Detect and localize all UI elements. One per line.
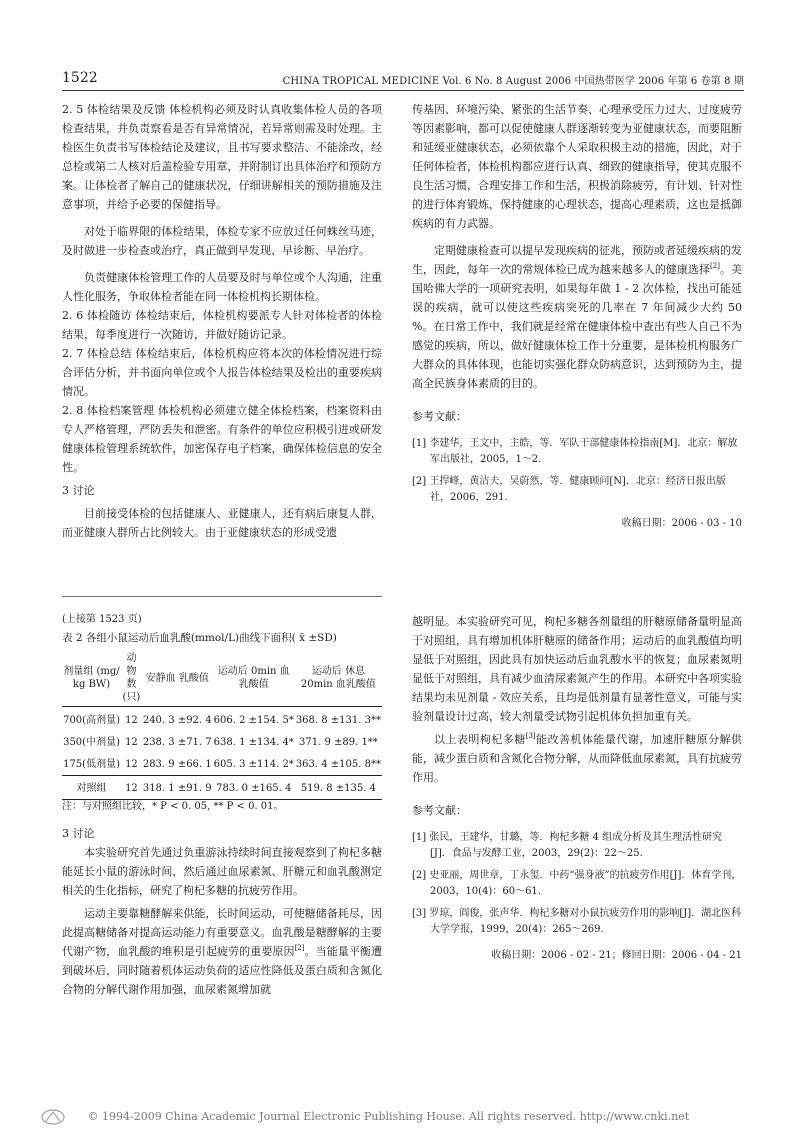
table-row [62, 776, 382, 800]
citation-ref[interactable]: [3] [525, 732, 536, 740]
table-cell: 318. 1 ±91. 9 [142, 776, 213, 800]
table-cell: 350(中剂量) [63, 737, 120, 748]
paragraph: 2. 5 体检结果及反馈 体检机构必须及时认真收集体检人员的各项检查结果，并负责察看是否有异常情况，若异常则需及时处理。主检医生负责书写体检结论及建议，且书写要求整洁、不能涂改，经总检或第二人核对后盖检验专用章，并附制订出具体治疗和预防方案。让体检者了解自己的健康状况，仔细讲解相关的预防措施及注意事项，并给予必要的保健指导。 [62, 103, 382, 211]
paragraph: 2. 7 体检总结 体检结束后，体检机构应将本次的体检情况进行综合评估分析，并书面向单位或个人报告体检结果及检出的重要疾病情况。 [62, 347, 382, 398]
table-cell: 368. 8 ±131. 3** [295, 715, 381, 726]
paragraph-text: 能改善机体能量代谢，加速肝糖原分解供能，减少蛋白质和含氮化合物分解，从而降低血尿素氮，具有抗疲劳作用。 [412, 733, 743, 784]
paragraph: 越明显。本实验研究可见，枸杞多糖各剂量组的肝糖原储备量明显高于对照组，具有增加机体肝糖原的储备作用；运动后的血乳酸值均明显低于对照组，因此具有加快运动后血乳酸水平的恢复；血尿素氮明显低于对照组，具有减少血清尿素氮产生的作用。本研究中各项实验结果均未见剂量 - 效应关系，且均是低剂量有显著性意义，可能与实验剂量设计过高，较大剂量受试物引起机体负担加重有关。 [412, 615, 742, 723]
table-cell: 12 [125, 737, 138, 748]
table-row [62, 731, 382, 753]
copyright-footer [40, 1108, 760, 1126]
paragraph-text: 。美国哈佛大学的一项研究表明，如果每年做 1 - 2 次体检，找出可能延误的疾病，就可以使这些疾病突死的几率在 7 年间减少大约 50 %。在日常工作中，我们就是经常在健康体检中查出有些人自己不为感觉的疾病，所以，做好健康体检工作十分重要，是体检机构服务广大群众的具体体现，也能切实强化群众防病意识，达到预防为主，提高全民族身体素质的目的。 [412, 263, 743, 390]
reference-item: [1] 张民，王建华，甘璐，等．枸杞多糖 4 组成分析及其生理活性研究[J]．食品与发酵工业，2003，29(2)：22～25. [412, 832, 723, 859]
table-cell: 240. 3 ±92. 4 [142, 715, 212, 726]
paragraph [412, 241, 742, 393]
paragraph: 2. 8 体检档案管理 体检机构必须建立健全体检档案，档案资料由专人严格管理，严防丢失和泄密。有条件的单位应积极引进或研发健康体检管理系统软件，加密保存电子档案，确保体检信息的安全性。 [62, 404, 382, 474]
reference-item: [1] 李建华，王文中，主皓，等．军队干部健康体检指南[M]．北京：解放军出版社，2005，1～2. [412, 438, 738, 465]
article-a-right-column [412, 100, 742, 533]
reference-item: [3] 罗琼，阎俊，张声华．枸杞多糖对小鼠抗疲劳作用的影响[J]．湖北医科大学学报，1999，20(4)：265～269. [412, 908, 742, 935]
table-cell: 175(低剂量) [63, 759, 120, 770]
table-header-cell: 运动后 0min 血乳酸值 [213, 650, 295, 707]
table-header-cell: 动物数 (只) [121, 650, 142, 707]
publisher-logo-icon [40, 1108, 66, 1126]
article-b-right-column [412, 612, 742, 965]
table-cell: 12 [125, 759, 138, 770]
table-cell: 12 [125, 715, 138, 726]
paragraph [62, 904, 382, 999]
article-b-continued-label [62, 610, 382, 648]
paragraph-text: 定期健康检查可以提早发现疾病的征兆，预防或者延缓疾病的发生，因此，每年一次的常规体检已成为越来越多人的健康选择 [412, 244, 742, 276]
section-heading: 3 讨论 [62, 827, 95, 840]
paragraph [412, 730, 742, 787]
paragraph: 传基因、环境污染、紧张的生活节奏、心理承受压力过大、过度疲劳等因素影响，都可以促使健康人群逐渐转变为亚健康状态，而要阻断和延缓亚健康状态，必须依靠个人采取积极主动的措施，因此，对于任何体检者，体检机构都应进行认真、细致的健康指导，使其克服不良生活习惯，合理安排工作和生活，积极消除疲劳，有计划、针对性的进行体育锻炼，保持健康的心理状态，提高心理素质，这也是抵御疾病的有力武器。 [412, 103, 742, 230]
table-caption: 表 2 各组小鼠运动后血乳酸(mmol/L)曲线下面积( x̄ ±SD) [62, 632, 337, 644]
table-cell: 606. 2 ±154. 5* [213, 715, 294, 726]
table-note: 注：与对照组比较，* P < 0. 05, ** P < 0. 01。 [62, 801, 284, 812]
article-b-left-column [62, 797, 382, 999]
journal-citation: CHINA TROPICAL MEDICINE Vol. 6 No. 8 August 2006 中国热带医学 2006 年第 6 卷第 8 期 [282, 76, 744, 87]
references-title: 参考文献： [412, 804, 467, 817]
table-cell: 12 [121, 776, 142, 800]
paragraph: 2. 6 体检随访 体检结束后，体检机构要派专人针对体检者的体检结果，每季度进行一次随访，并做好随访记录。 [62, 309, 382, 341]
table-cell: 783. 0 ±165. 4 [213, 776, 295, 800]
citation-ref[interactable]: [2] [710, 262, 720, 270]
table-header-cell: 运动后 休息 20min 血乳酸值 [295, 650, 382, 707]
copyright-text: © 1994-2009 China Academic Journal Electronic Publishing House. All rights reserved. http://www.cnki.net [87, 1110, 690, 1123]
paragraph-text: 运动主要靠糖酵解来供能，长时间运动，可使糖储备耗尽，因此提高糖储备对提高运动能力有重要意义。血乳酸是糖酵解的主要代谢产物，血乳酸的堆积是引起疲劳的重要原因 [62, 907, 382, 958]
received-date: 收稿日期：2006 - 03 - 10 [621, 518, 742, 529]
paragraph: 对处于临界限的体检结果，体检专家不应放过任何蛛丝马迹，及时做进一步检查或治疗，真正做到早发现、早诊断、早治疗。 [62, 225, 382, 257]
table-cell: 605. 3 ±114. 2* [213, 759, 294, 770]
section-divider [62, 596, 382, 597]
data-table [62, 650, 382, 800]
page-number: 1522 [62, 70, 98, 86]
paragraph-text: 。当能量平衡遭到破坏后，同时随着机体运动负荷的适应性降低及蛋白质和含氮化合物的分解代谢作用加强，血尿素氮增加就 [62, 945, 383, 996]
reference-item: [2] 史亚丽，周世章，丁永玺．中药“强身液”的抗疲劳作用[J]．体育学刊，2003，10(4)：60～61. [412, 870, 742, 897]
table-header-cell: 剂量组 (mg/ kg BW) [62, 650, 121, 707]
table-cell: 283. 9 ±66. 1 [142, 759, 212, 770]
table-cell: 519. 8 ±135. 4 [295, 776, 382, 800]
section-heading: 3 讨论 [62, 484, 95, 497]
paragraph-text: 以上表明枸杞多糖 [434, 733, 526, 746]
continued-from: (上接第 1523 页) [62, 614, 142, 625]
table-cell: 对照组 [62, 776, 121, 800]
table-row [62, 707, 382, 732]
table-cell: 363. 4 ±105. 8** [295, 759, 381, 770]
received-date: 收稿日期：2006 - 02 - 21；修回日期：2006 - 04 - 21 [491, 950, 742, 961]
paragraph: 负责健康体检管理工作的人员要及时与单位或个人沟通，注重人性化服务，争取体检者能在同一体检机构长期体检。 [62, 271, 382, 303]
citation-ref[interactable]: [2] [294, 944, 305, 952]
paragraph: 目前接受体检的包括健康人、亚健康人，还有病后康复人群，而亚健康人群所占比例较大。由于亚健康状态的形成受遗 [62, 507, 382, 539]
table-cell: 238. 3 ±71. 7 [142, 737, 212, 748]
paragraph: 本实验研究首先通过负重游泳持续时间直接观察到了枸杞多糖能延长小鼠的游泳时间，然后通过血尿素氮、肝糖元和血乳酸测定相关的生化指标，研究了枸杞多糖的抗疲劳作用。 [62, 846, 382, 897]
table-cell: 371. 9 ±89. 1** [299, 737, 378, 748]
article-a-left-column [62, 100, 382, 542]
running-header [62, 70, 744, 91]
table-cell: 638. 1 ±134. 4* [213, 737, 294, 748]
table-header-cell: 安静血 乳酸值 [142, 650, 213, 707]
reference-item: [2] 王捍峰，黄洁夫，吴蔚然，等．健康顾问[N]．北京：经济日报出版社，2006，291. [412, 476, 726, 503]
table-row [62, 753, 382, 776]
references-title: 参考文献： [412, 410, 467, 423]
table-cell: 700(高剂量) [63, 715, 120, 726]
